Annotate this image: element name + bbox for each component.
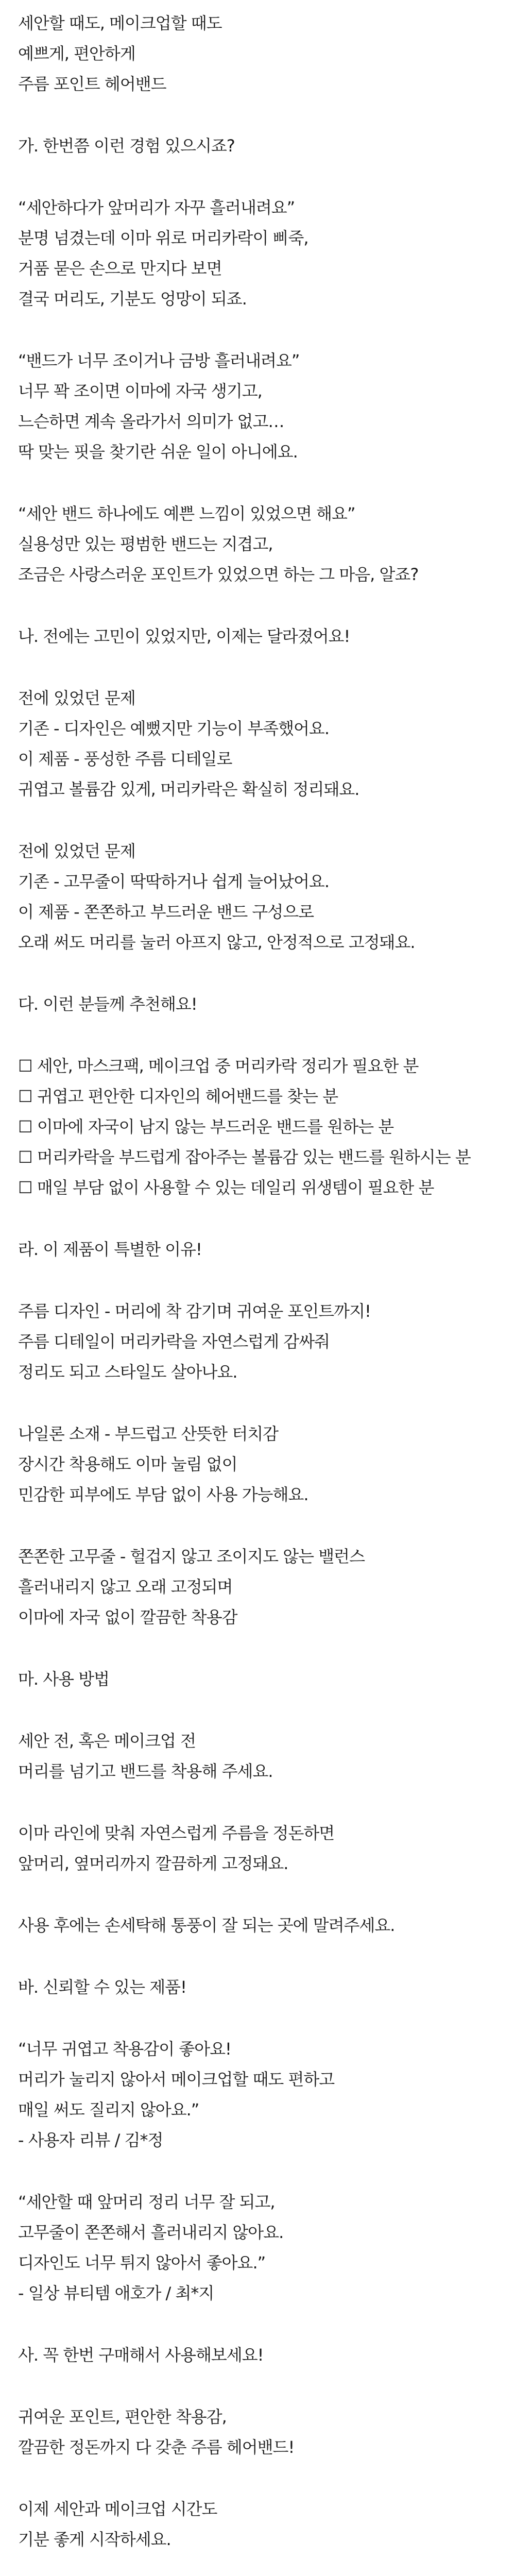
spacer <box>18 958 502 989</box>
paragraph-line: 분명 넘겼는데 이마 위로 머리카락이 삐죽, <box>18 228 308 248</box>
paragraph-line: 세안 전, 혹은 메이크업 전 <box>18 1731 196 1751</box>
spacer <box>18 314 502 346</box>
paragraph-line: “세안하다가 앞머리가 자꾸 흘러내려요” <box>18 198 295 217</box>
paragraph-line: 느슨하면 계속 올라가서 의미가 없고… <box>18 412 284 431</box>
spacer <box>18 2555 502 2576</box>
spacer <box>18 161 502 193</box>
paragraph-line: 이마 라인에 맞춰 자연스럽게 주름을 정돈하면 <box>18 1823 335 1843</box>
checklist-item: ☐ 머리카락을 부드럽게 잡아주는 볼륨감 있는 밴드를 원하시는 분 <box>18 1147 471 1167</box>
paragraph-line: 장시간 착용해도 이마 눌림 없이 <box>18 1454 237 1474</box>
paragraph-line: 깔끔한 정돈까지 다 갖춘 주름 헤어밴드! <box>18 2437 295 2457</box>
review-line: 디자인도 너무 튀지 않아서 좋아요.” <box>18 2253 266 2273</box>
paragraph-line: 기분 좋게 시작하세요. <box>18 2530 171 2549</box>
paragraph-line: 조금은 사랑스러운 포인트가 있었으면 하는 그 마음, 알죠? <box>18 565 419 584</box>
paragraph-line: 이 제품 - 풍성한 주름 디테일로 <box>18 749 232 769</box>
paragraph-line: 민감한 피부에도 부담 없이 사용 가능해요. <box>18 1485 308 1504</box>
spacer <box>18 1879 502 1910</box>
checklist-item: ☐ 이마에 자국이 남지 않는 부드러운 밴드를 원하는 분 <box>18 1117 394 1137</box>
paragraph-line: 사용 후에는 손세탁해 통풍이 잘 되는 곳에 말려주세요. <box>18 1916 395 1935</box>
intro-line: 주름 포인트 헤어밴드 <box>18 74 166 94</box>
section-heading: 다. 이런 분들께 추천해요! <box>18 994 197 1014</box>
paragraph-line: 실용성만 있는 평범한 밴드는 지겹고, <box>18 534 273 554</box>
spacer <box>18 2463 502 2494</box>
paragraph-line: 머리를 넘기고 밴드를 착용해 주세요. <box>18 1761 273 1781</box>
paragraph-line: 거품 묻은 손으로 만지다 보면 <box>18 259 222 278</box>
review-line: - 일상 뷰티템 애호가 / 최*지 <box>18 2283 214 2303</box>
paragraph-line: 주름 디테일이 머리카락을 자연스럽게 감싸줘 <box>18 1332 330 1351</box>
spacer <box>18 1510 502 1541</box>
paragraph-line: 전에 있었던 문제 <box>18 841 135 861</box>
section-heading: 나. 전에는 고민이 있었지만, 이제는 달라졌어요! <box>18 626 350 646</box>
spacer <box>18 2156 502 2187</box>
review-line: “너무 귀엽고 착용감이 좋아요! <box>18 2039 231 2059</box>
product-description <box>18 8 502 2576</box>
review-line: 머리가 눌리지 않아서 메이크업할 때도 편하고 <box>18 2070 335 2089</box>
review-line: “세안할 때 앞머리 정리 너무 잘 되고, <box>18 2192 275 2212</box>
checklist-item: ☐ 세안, 마스크팩, 메이크업 중 머리카락 정리가 필요한 분 <box>18 1056 419 1076</box>
checklist-item: ☐ 매일 부담 없이 사용할 수 있는 데일리 위생템이 필요한 분 <box>18 1178 434 1197</box>
paragraph-line: “밴드가 너무 조이거나 금방 흘러내려요” <box>18 351 300 370</box>
spacer <box>18 1941 502 1972</box>
section-heading: 가. 한번쯤 이런 경험 있으시죠? <box>18 136 235 156</box>
paragraph-line: “세안 밴드 하나에도 예쁜 느낌이 있었으면 해요” <box>18 504 355 523</box>
spacer <box>18 652 502 683</box>
paragraph-line: 결국 머리도, 기분도 엉망이 되죠. <box>18 289 247 309</box>
paragraph-line: 주름 디자인 - 머리에 착 감기며 귀여운 포인트까지! <box>18 1301 371 1321</box>
section-heading: 마. 사용 방법 <box>18 1669 110 1689</box>
section-heading: 바. 신뢰할 수 있는 제품! <box>18 1977 186 1997</box>
spacer <box>18 1387 502 1419</box>
paragraph-line: 너무 꽉 조이면 이마에 자국 생기고, <box>18 381 262 401</box>
spacer <box>18 805 502 836</box>
paragraph-line: 나일론 소재 - 부드럽고 산뜻한 터치감 <box>18 1424 279 1444</box>
intro-line: 예쁘게, 편안하게 <box>18 44 135 63</box>
paragraph-line: 이마에 자국 없이 깔끔한 착용감 <box>18 1607 237 1627</box>
spacer <box>18 2370 502 2402</box>
paragraph-line: 흘러내리지 않고 오래 고정되며 <box>18 1577 233 1597</box>
spacer <box>18 590 502 621</box>
review-line: 고무줄이 쫀쫀해서 흘러내리지 않아요. <box>18 2223 284 2242</box>
paragraph-line: 오래 써도 머리를 눌러 아프지 않고, 안정적으로 고정돼요. <box>18 933 415 952</box>
spacer <box>18 1633 502 1664</box>
paragraph-line: 귀여운 포인트, 편안한 착용감, <box>18 2407 227 2427</box>
section-heading: 사. 꼭 한번 구매해서 사용해보세요! <box>18 2345 264 2365</box>
paragraph-line: 정리도 되고 스타일도 살아나요. <box>18 1362 237 1382</box>
spacer <box>18 1694 502 1726</box>
spacer <box>18 467 502 499</box>
paragraph-line: 앞머리, 옆머리까지 깔끔하게 고정돼요. <box>18 1854 288 1873</box>
paragraph-line: 귀엽고 볼륨감 있게, 머리카락은 확실히 정리돼요. <box>18 779 359 799</box>
spacer <box>18 1203 502 1234</box>
review-line: - 사용자 리뷰 / 김*정 <box>18 2130 163 2150</box>
intro-line: 세안할 때도, 메이크업할 때도 <box>18 13 222 33</box>
paragraph-line: 기존 - 디자인은 예뻤지만 기능이 부족했어요. <box>18 719 329 738</box>
spacer <box>18 99 502 131</box>
spacer <box>18 1265 502 1296</box>
paragraph-line: 이제 세안과 메이크업 시간도 <box>18 2499 217 2519</box>
section-heading: 라. 이 제품이 특별한 이유! <box>18 1240 202 1259</box>
spacer <box>18 2309 502 2340</box>
spacer <box>18 1020 502 1051</box>
checklist-item: ☐ 귀엽고 편안한 디자인의 헤어밴드를 찾는 분 <box>18 1087 338 1106</box>
paragraph-line: 전에 있었던 문제 <box>18 688 135 708</box>
paragraph-line: 쫀쫀한 고무줄 - 헐겁지 않고 조이지도 않는 밸런스 <box>18 1547 365 1566</box>
paragraph-line: 이 제품 - 쫀쫀하고 부드러운 밴드 구성으로 <box>18 902 314 922</box>
spacer <box>18 2003 502 2034</box>
review-line: 매일 써도 질리지 않아요.” <box>18 2100 199 2120</box>
spacer <box>18 1787 502 1818</box>
paragraph-line: 딱 맞는 핏을 찾기란 쉬운 일이 아니에요. <box>18 442 298 462</box>
paragraph-line: 기존 - 고무줄이 딱딱하거나 쉽게 늘어났어요. <box>18 872 329 891</box>
